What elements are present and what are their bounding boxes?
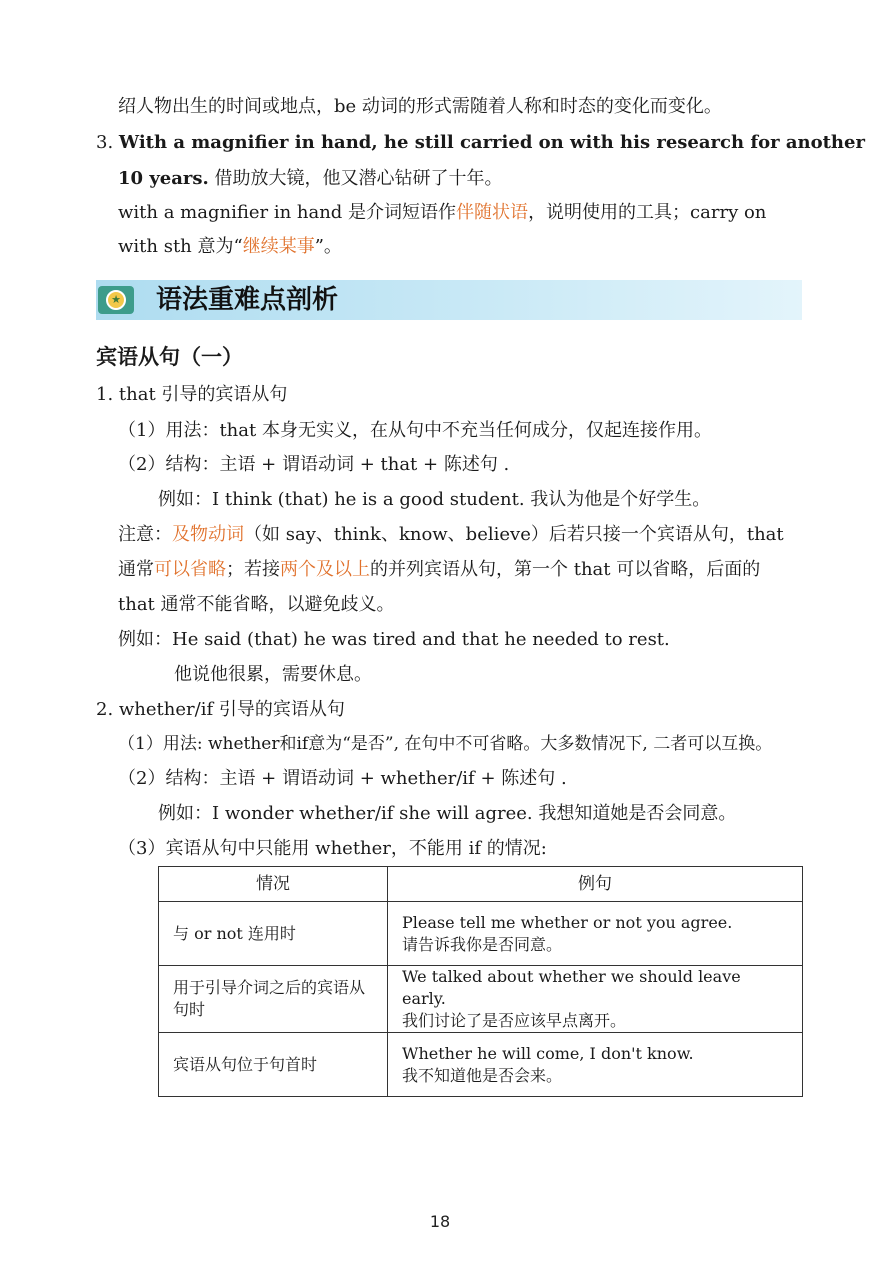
example-zh: 请告诉我你是否同意。: [402, 934, 563, 954]
point-1-example: 例如：I think (that) he is a good student. 我认为他是个好学生。: [158, 489, 711, 510]
highlight-term: 可以省略: [154, 559, 226, 580]
table-cell-case: 用于引导介词之后的宾语从句时: [159, 966, 388, 1033]
table-cell-example: [388, 902, 803, 966]
example-sentence-en-end: 10 years.: [118, 168, 209, 189]
star-icon: ★: [106, 290, 126, 310]
table-cell-case: 宾语从句位于句首时: [159, 1033, 388, 1097]
note-text: ；若接: [226, 559, 280, 580]
table-header-row: [159, 867, 803, 902]
explanation-text: ，说明使用的工具；carry on: [528, 202, 767, 223]
point-1-structure: （2）结构：主语 + 谓语动词 + that + 陈述句 .: [118, 454, 510, 475]
example-zh: 我不知道他是否会来。: [402, 1065, 563, 1085]
note-text: 的并列宾语从句，第一个 that 可以省略，后面的: [370, 559, 761, 580]
table-cell-example: [388, 966, 803, 1033]
point-1-title: 1. that 引导的宾语从句: [96, 384, 288, 405]
note-example-translation: 他说他很累，需要休息。: [174, 664, 372, 685]
note-line-3: that 通常不能省略，以避免歧义。: [118, 594, 395, 615]
highlight-term: 两个及以上: [280, 559, 370, 580]
highlight-term: 继续某事: [242, 236, 315, 257]
item-3: [96, 130, 865, 156]
note-line-2: [118, 557, 760, 583]
point-2-structure: （2）结构：主语 + 谓语动词 + whether/if + 陈述句 .: [118, 768, 567, 789]
table-row: [159, 902, 803, 966]
explanation-line-1: [118, 200, 766, 226]
highlight-term: 及物动词: [172, 524, 244, 545]
section-title: 语法重难点剖析: [156, 285, 339, 315]
table-cell-case: 与 or not 连用时: [159, 902, 388, 966]
example-en: Whether he will come, I don't know.: [402, 1043, 694, 1063]
note-example: 例如：He said (that) he was tired and that he needed to rest.: [118, 629, 670, 650]
note-line-1: [118, 522, 784, 548]
item-number: 3.: [96, 132, 114, 153]
note-text: 通常: [118, 559, 154, 580]
whether-cases-table: [158, 866, 803, 1097]
example-en: We talked about whether we should leave early.: [402, 967, 741, 1008]
explanation-text: with sth 意为“: [118, 236, 243, 257]
highlight-term: 伴随状语: [456, 202, 529, 223]
table-header-case: 情况: [159, 867, 388, 902]
example-en: Please tell me whether or not you agree.: [402, 912, 733, 932]
point-2-title: 2. whether/if 引导的宾语从句: [96, 699, 345, 720]
explanation-line-2: [118, 234, 342, 260]
continued-text: 绍人物出生的时间或地点，be 动词的形式需随着人称和时态的变化而变化。: [118, 96, 722, 117]
page-number: 18: [429, 1212, 451, 1231]
example-sentence-zh: 借助放大镜，他又潜心钻研了十年。: [208, 168, 503, 189]
section-badge: [98, 286, 134, 314]
point-2-usage: （1）用法: whether和if意为“是否”, 在句中不可省略。大多数情况下, 二者可以互换。: [118, 734, 773, 754]
point-2-example: 例如：I wonder whether/if she will agree. 我想知道她是否会同意。: [158, 803, 737, 824]
item-3-line2: [118, 166, 503, 192]
topic-heading: 宾语从句（一）: [96, 345, 243, 369]
note-label: 注意：: [118, 524, 172, 545]
table-row: [159, 966, 803, 1033]
table-row: [159, 1033, 803, 1097]
point-1-usage: （1）用法：that 本身无实义，在从句中不充当任何成分，仅起连接作用。: [118, 420, 712, 441]
example-sentence-en: With a magnifier in hand, he still carried on with his research for another: [118, 132, 865, 153]
point-2-cases: （3）宾语从句中只能用 whether，不能用 if 的情况:: [118, 838, 547, 859]
example-zh: 我们讨论了是否应该早点离开。: [402, 1011, 627, 1030]
table-header-example: 例句: [388, 867, 803, 902]
table-cell-example: [388, 1033, 803, 1097]
explanation-text: ”。: [314, 236, 342, 257]
explanation-text: with a magnifier in hand 是介词短语作: [118, 202, 457, 223]
note-text: （如 say、think、know、believe）后若只接一个宾语从句，that: [244, 524, 784, 545]
